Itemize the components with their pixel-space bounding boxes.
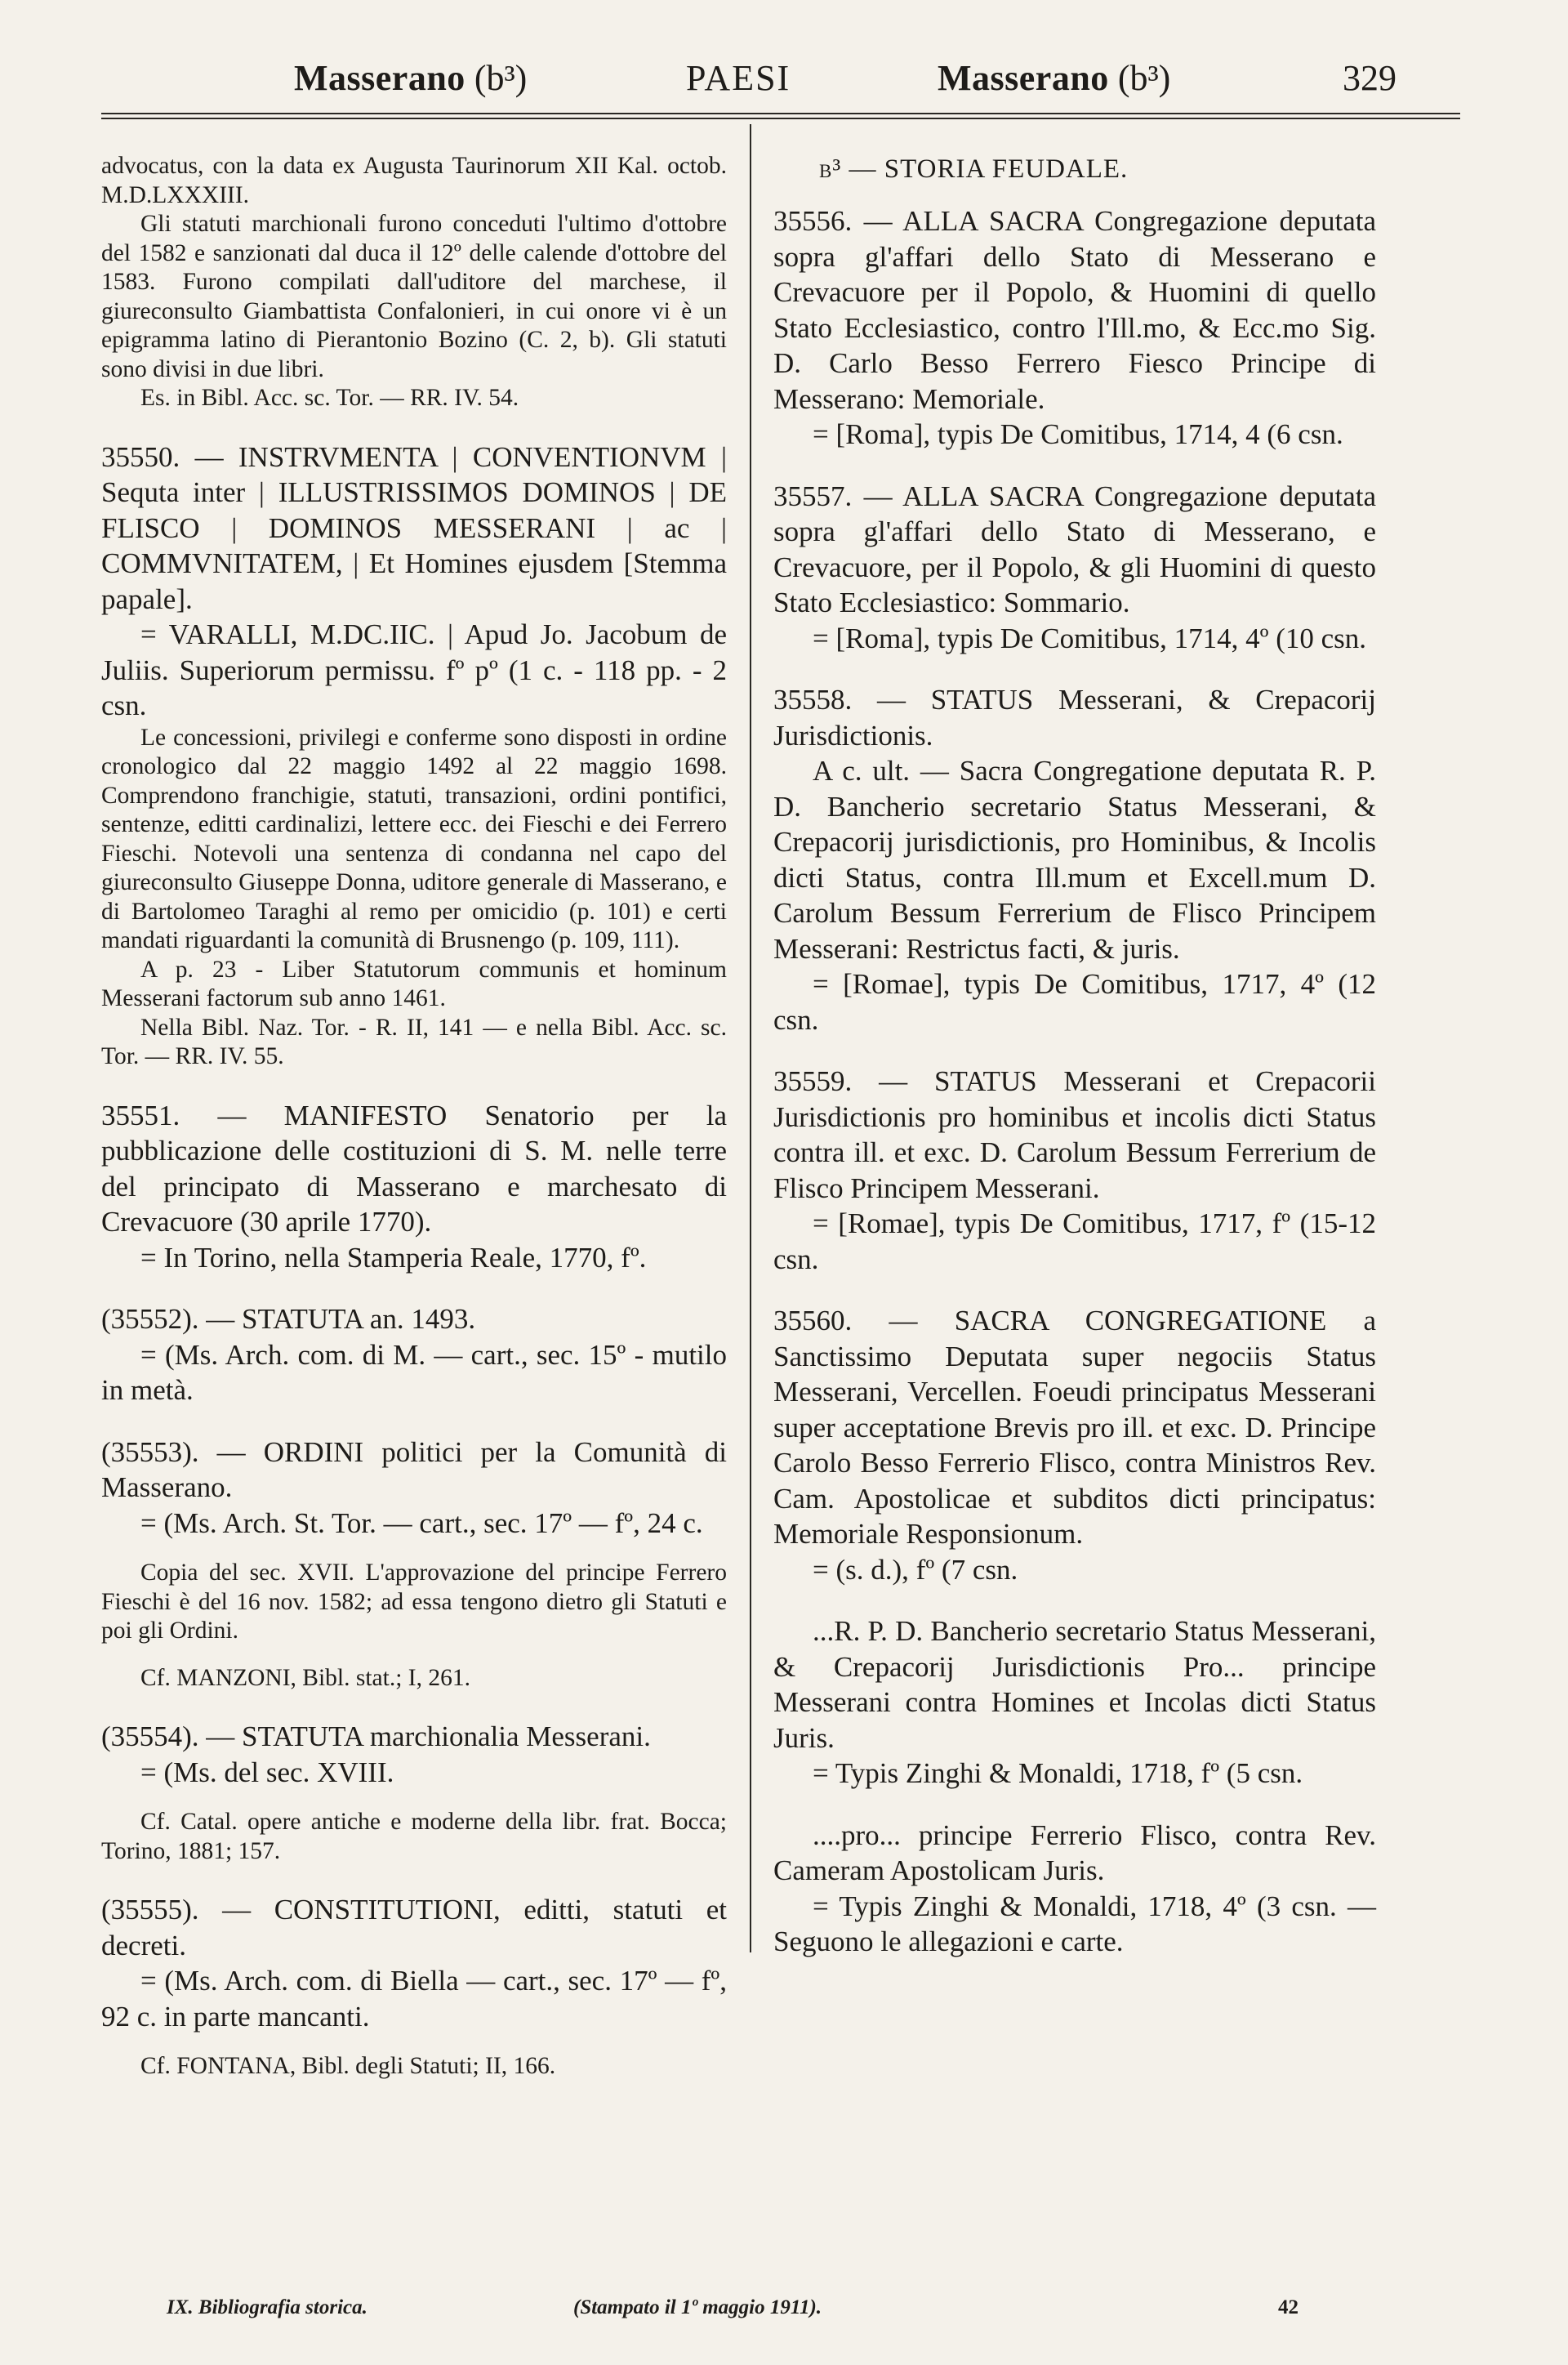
entry-e35556: 35556. — ALLA SACRA Congregazione deputata sopra gl'affari dello Stato di Messerano e Crevacuore per il Popolo, & Huomini di quello Stato Ecclesiastico, contro l'Ill.mo, & Ecc.mo Sig. D. Carlo Besso Ferrero Fiesco Principe di Messerano: Memoriale. xyxy=(773,205,1376,415)
entry-p9: Cf. Catal. opere antiche e moderne della libr. frat. Bocca; Torino, 1881; 157. xyxy=(101,1809,727,1864)
entry-p1: advocatus, con la data ex Augusta Taurinorum XII Kal. octob. M.D.LXXXIII. xyxy=(101,153,727,208)
entry-p4: Le concessioni, privilegi e conferme sono disposti in ordine cronologico dal 22 maggio 1492 al 22 maggio 1698. Comprendono franchigie, statuti, transazioni, ordini pontifici, sentenze, editti cardinalizi, lettere ecc. dei Fieschi e dei Ferrero Fieschi. Notevoli una sentenza di condanna nel capo del giureconsulto Giuseppe Donna, uditore generale di Masserano, e di Bartolomeo Taraghi al remo per omicidio (p. 101) e certi mandati riguardanti la comunità di Brusnengo (p. 109, 111). xyxy=(101,724,727,953)
section-heading: b³ — STORIA FEUDALE. xyxy=(819,154,1129,184)
entry-e35560f: = Typis Zinghi & Monaldi, 1718, 4º (3 csn. — Seguono le allegazioni e carte. xyxy=(773,1890,1376,1957)
footer-print-date: (Stampato il 1º maggio 1911). xyxy=(573,2296,822,2318)
entry-e35557b: = [Roma], typis De Comitibus, 1714, 4º (10 csn. xyxy=(813,622,1367,654)
entry-e35558c: = [Romae], typis De Comitibus, 1717, 4º (12 csn. xyxy=(773,968,1376,1036)
page-number: 329 xyxy=(1343,58,1396,98)
entry-e35560d: = Typis Zinghi & Monaldi, 1718, fº (5 csn. xyxy=(813,1757,1303,1789)
entry-e35560c: ...R. P. D. Bancherio secretario Status Messerani, & Crepacorij Jurisdictionis Pro... principe Messerani contra Homines et Incolas dicti Status Juris. xyxy=(773,1615,1376,1754)
right-column xyxy=(773,152,1376,1960)
entry-e35560b: = (s. d.), fº (7 csn. xyxy=(813,1553,1018,1586)
entry-p10: Cf. FONTANA, Bibl. degli Statuti; II, 166. xyxy=(140,2053,556,2079)
running-head-right: Masserano (b³) xyxy=(938,58,1171,98)
entry-p3: Es. in Bibl. Acc. sc. Tor. — RR. IV. 54. xyxy=(140,385,519,411)
entry-e35554: (35554). — STATUTA marchionalia Messerani. xyxy=(101,1720,651,1752)
entry-p8: Cf. MANZONI, Bibl. stat.; I, 261. xyxy=(140,1664,470,1691)
entry-e35557: 35557. — ALLA SACRA Congregazione deputata sopra gl'affari dello Stato di Messerano, e Crevacuore, per il Popolo, & gli Huomini di questo Stato Ecclesiastico: Sommario. xyxy=(773,480,1376,618)
running-head-center: PAESI xyxy=(686,58,791,98)
entry-e35550: 35550. — INSTRVMENTA | CONVENTIONVM | Sequta inter | ILLUSTRISSIMOS DOMINOS | DE FLISCO | DOMINOS MESSERANI | ac | COMMVNITATEM, | Et Homines ejusdem [Stemma papale]. xyxy=(101,440,727,615)
column-divider xyxy=(750,124,751,1952)
entry-p5: A p. 23 - Liber Statutorum communis et hominum Messerani factorum sub anno 1461. xyxy=(101,956,727,1011)
entry-e35555: (35555). — CONSTITUTIONI, editti, statuti et decreti. xyxy=(101,1894,727,1961)
left-column xyxy=(101,152,727,2082)
header-rule-bottom xyxy=(101,118,1460,119)
entry-e35559b: = [Romae], typis De Comitibus, 1717, fº (15-12 csn. xyxy=(773,1207,1376,1275)
entry-e35552b: = (Ms. Arch. com. di M. — cart., sec. 15º - mutilo in metà. xyxy=(101,1338,727,1406)
entry-e35551: 35551. — MANIFESTO Senatorio per la pubblicazione delle costituzioni di S. M. nelle terre del principato di Masserano e marchesato di Crevacuore (30 aprile 1770). xyxy=(101,1099,727,1238)
right-column-entries xyxy=(773,203,1376,1960)
entry-e35554b: = (Ms. del sec. XVIII. xyxy=(140,1756,394,1788)
entry-e35550b: = VARALLI, M.DC.IIC. | Apud Jo. Jacobum de Juliis. Superiorum permissu. fº pº (1 c. - 118 pp. - 2 csn. xyxy=(101,618,727,721)
footer-series: IX. Bibliografia storica. xyxy=(167,2296,368,2318)
entry-e35559: 35559. — STATUS Messerani et Crepacorii Jurisdictionis pro hominibus et incolis dicti Status contra ill. et exc. D. Carolum Bessum Ferrerium de Flisco Principem Messerani. xyxy=(773,1065,1376,1204)
running-head-left: Masserano (b³) xyxy=(294,58,528,98)
entry-e35552: (35552). — STATUTA an. 1493. xyxy=(101,1303,476,1335)
entry-e35556b: = [Roma], typis De Comitibus, 1714, 4 (6 csn. xyxy=(813,418,1343,450)
entry-p7: Copia del sec. XVII. L'approvazione del principe Ferrero Fieschi è del 16 nov. 1582; ad essa tengono dietro gli Statuti e poi gli Ordini. xyxy=(101,1560,727,1644)
entry-p6: Nella Bibl. Naz. Tor. - R. II, 141 — e nella Bibl. Acc. sc. Tor. — RR. IV. 55. xyxy=(101,1014,727,1069)
footer-signature: 42 xyxy=(1278,2296,1298,2318)
entry-e35558: 35558. — STATUS Messerani, & Crepacorij Jurisdictionis. xyxy=(773,684,1376,752)
entry-e35558b: A c. ult. — Sacra Congregatione deputata R. P. D. Bancherio secretario Status Messerani, & Crepacorij jurisdictionis, pro Hominibus, & Incolis dicti Status, contra Ill.mum et Excell.mum D. Carolum Bessum Ferrerium de Flisco Principem Messerani: Restrictus facti, & juris. xyxy=(773,755,1376,965)
entry-e35560: 35560. — SACRA CONGREGATIONE a Sanctissimo Deputata super negociis Status Messerani, Vercellen. Foeudi principatus Messerani super acceptatione Brevis pro ill. et exc. D. Principe Carolo Besso Ferrerio Flisco, contra Ministros Rev. Cam. Apostolicae et subditos dicti principatus: Memoriale Responsionum. xyxy=(773,1305,1376,1550)
header-rule-top xyxy=(101,113,1460,114)
entry-e35551b: = In Torino, nella Stamperia Reale, 1770, fº. xyxy=(140,1241,647,1274)
entry-e35553b: = (Ms. Arch. St. Tor. — cart., sec. 17º — fº, 24 c. xyxy=(140,1506,703,1539)
entry-e35560e: ....pro... principe Ferrerio Flisco, contra Rev. Cameram Apostolicam Juris. xyxy=(773,1818,1376,1886)
entry-e35553: (35553). — ORDINI politici per la Comunità di Masserano. xyxy=(101,1435,727,1503)
entry-e35555b: = (Ms. Arch. com. di Biella — cart., sec. 17º — fº, 92 c. in parte mancanti. xyxy=(101,1965,727,2033)
entry-p2: Gli statuti marchionali furono conceduti l'ultimo d'ottobre del 1582 e sanzionati dal duca il 12º delle calende d'ottobre del 1583. Furono compilati dall'uditore del marchese, il giureconsulto Giambattista Confalonieri, in cui onore vi è un epigramma latino di Pierantonio Bozino (C. 2, b). Gli statuti sono divisi in due libri. xyxy=(101,211,727,382)
